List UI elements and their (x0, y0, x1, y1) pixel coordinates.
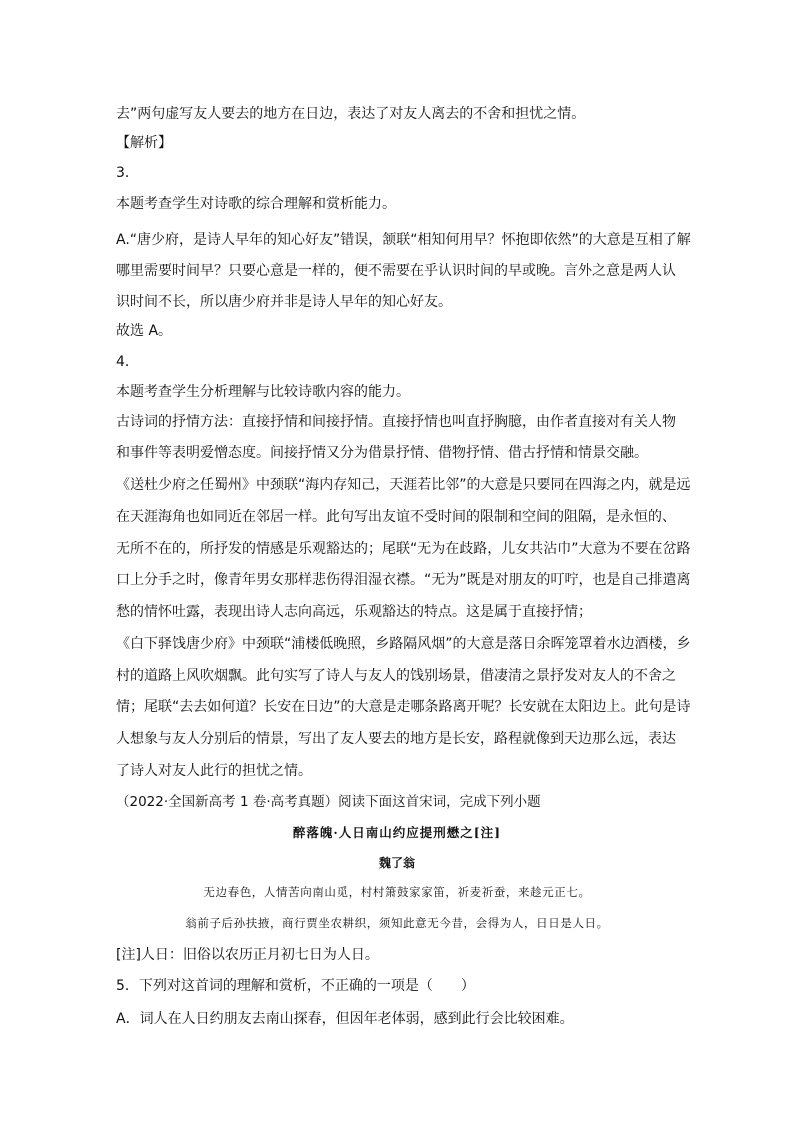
text-line: A.“唐少府，是诗人早年的知心好友”错误，颔联“相知何用早？怀抱即依然”的大意是互相了解 (116, 232, 691, 248)
text-line: 情；尾联“去去如何道？长安在日边”的大意是走哪条路离开呢？长安就在太阳边上。此句是诗 (116, 699, 691, 715)
text-line: 和事件等表明爱憎态度。间接抒情又分为借景抒情、借物抒情、借古抒情和情景交融。 (116, 445, 648, 461)
text-line: 无所不在的，所抒发的情感是乐观豁达的；尾联“无为在歧路，儿女共沾巾”大意为不要在岔路 (116, 541, 691, 557)
poem-note: [注]人日：旧俗以农历正月初七日为人日。 (116, 947, 379, 963)
question-number: 3． (116, 165, 139, 181)
text-line: 《白下驿饯唐少府》中颈联“浦楼低晚照，乡路隔风烟”的大意是落日余晖笼罩着水边酒楼，乡 (116, 636, 691, 652)
poem-title: 醉落魄·人日南山约应提刑懋之[注] (292, 825, 502, 840)
section-heading-analysis: 【解析】 (116, 135, 172, 151)
text-line: 了诗人对友人此行的担忧之情。 (116, 763, 312, 779)
text-line: 在天涯海角也如同近在邻居一样。此句写出友谊不受时间的限制和空间的阻隔，是永恒的、 (116, 509, 676, 525)
text-line: 古诗词的抒情方法：直接抒情和间接抒情。直接抒情也叫直抒胸臆，由作者直接对有关人物 (116, 414, 676, 430)
text-line: 去”两句虚写友人要去的地方在日边，表达了对友人离去的不舍和担忧之情。 (116, 106, 586, 122)
answer-line: 故选 A。 (116, 323, 173, 339)
question-number: 4． (116, 354, 139, 370)
text-line: 识时间不长，所以唐少府并非是诗人早年的知心好友。 (116, 294, 452, 310)
text-line: 哪里需要时间早？只要心意是一样的，便不需要在乎认识时间的早或晚。言外之意是两人认 (116, 263, 676, 279)
text-line: 《送杜少府之任蜀州》中颈联“海内存知己，天涯若比邻”的大意是只要同在四海之内，就是远 (116, 477, 691, 493)
text-line: 村的道路上风吹烟飘。此句实写了诗人与友人的饯别场景，借凄清之景抒发对友人的不舍之 (116, 668, 676, 684)
text-line: 口上分手之时，像青年男女那样悲伤得泪湿衣襟。“无为”既是对朋友的叮咛，也是自己排遣离 (116, 572, 691, 588)
option-a: A．词人在人日约朋友去南山探春，但因年老体弱，感到此行会比较困难。 (116, 1011, 574, 1027)
question-source: （2022·全国新高考 1 卷·高考真题）阅读下面这首宋词，完成下列小题 (116, 794, 541, 810)
text-line: 本题考查学生对诗歌的综合理解和赏析能力。 (116, 196, 396, 212)
poem-author: 魏了翁 (378, 856, 415, 870)
text-line: 人想象与友人分别后的情景，写出了友人要去的地方是长安，路程就像到天边那么远，表达 (116, 731, 676, 747)
poem-line-2: 翁前子后孙扶掖，商行贾坐农耕织，须知此意无今昔，会得为人，日日是人日。 (185, 916, 609, 930)
text-line: 本题考查学生分析理解与比较诗歌内容的能力。 (116, 384, 410, 400)
poem-line-1: 无边春色，人情苦向南山觅，村村箫鼓家家笛，祈麦祈蚕，来趁元正七。 (203, 885, 591, 899)
question-5: 5．下列对这首词的理解和赏析，不正确的一项是（ ） (116, 978, 475, 994)
text-line: 愁的情怀吐露，表现出诗人志向高远，乐观豁达的特点。这是属于直接抒情； (116, 604, 592, 620)
